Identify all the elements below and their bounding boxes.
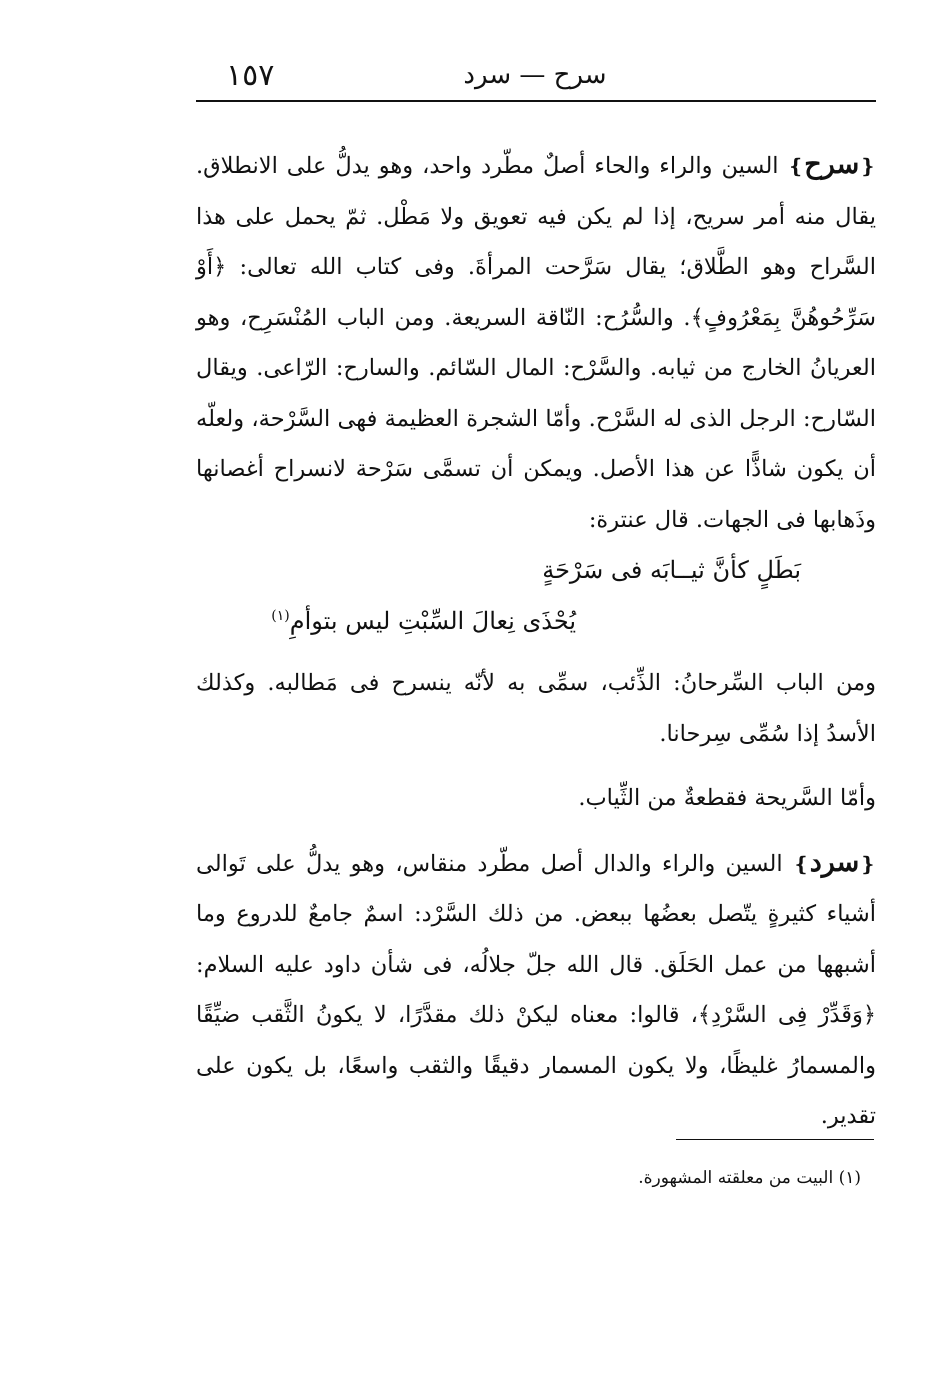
ornament-bracket-open: ❴	[859, 851, 876, 876]
verse-hemistich-first: بَطَلٍ كأنَّ ثيــابَه فى سَرْحَةٍ	[542, 556, 801, 584]
footnote-reference: (١)	[271, 608, 290, 624]
ornament-bracket-close: ❵	[787, 154, 805, 178]
paragraph-gap	[196, 824, 876, 838]
paragraph-gap	[196, 759, 876, 773]
page-number: ١٥٧	[226, 58, 275, 93]
entry-headword: سرح	[804, 149, 860, 180]
page-body	[196, 140, 876, 1142]
entry-headword: سرد	[809, 846, 860, 878]
entry-sarh-continuation: ومن الباب السِّرحانُ: الذِّئب، سمِّى به لأنّه ينسرح فى مَطالبه. وكذلك الأسدُ إذا سُمِّى سِرحانا.	[196, 670, 876, 747]
page-header	[196, 52, 874, 98]
entry-sarh-closing: وأمّا السَّريحة فقطعةٌ من الثِّياب.	[578, 785, 876, 811]
ornament-bracket-open: ❴	[859, 154, 876, 178]
header-rule	[196, 100, 876, 102]
verse-hemistich-second	[196, 593, 876, 644]
ornament-bracket-close: ❵	[792, 851, 810, 876]
entry-text: السين والراء والدال أصل مطّرد منقاس، وهو يدلُّ على تَوالى أشياء كثيرةٍ يتّصل بعضُها ببعض. من ذلك السَّرْد: اسمٌ جامعٌ للدروع وما أشبهها من عمل الحَلَق. قال الله جلّ جلالُه، فى شأن داود عليه السلام: ﴿وَقَدِّرْ فِى السَّرْدِ﴾، قالوا: معناه ليكنْ ذلك مقدَّرًا، لا يكونُ الثَّقب ضيِّقًا والمسمارُ غليظًا، ولا يكون المسمار دقيقًا والثقب واسعًا، بل يكون على تقدير.	[196, 850, 876, 1129]
footnote-rule	[676, 1139, 874, 1140]
entry-sard-paragraph	[196, 838, 876, 1142]
verse-hemistich-second-text: يُحْذَى نِعالَ السِّبْتِ ليس بتوأمِ	[289, 607, 576, 635]
entry-text: السين والراء والحاء أصلٌ مطّرد واحد، وهو يدلُّ على الانطلاق. يقال منه أمر سريح، إذا لم يكن فيه تعويق ولا مَطْل. ثمّ يحمل على هذا السَّراح وهو الطَّلاق؛ يقال سَرَّحت المرأةَ. وفى كتاب الله تعالى: ﴿أَوْ سَرِّحُوهُنَّ بِمَعْرُوفٍ﴾. والسُّرُح: النّاقة السريعة. ومن الباب المُنْسَرِح، وهو العريانُ الخارج من ثيابه. والسَّرْح: المال السّائم. والسارح: الرّاعى. ويقال السّارح: الرجل الذى له السَّرْح. وأمّا الشجرة العظيمة فهى السَّرْحة، ولعلّه أن يكون شاذًّا عن هذا الأصل. ويمكن أن تسمَّى سَرْحة لانسراح أغصانها وذَهابها فى الجهات. قال عنترة:	[196, 153, 876, 533]
entry-sarh-paragraph	[196, 140, 876, 545]
footnote: (١) البيت من معلقته المشهورة.	[638, 1168, 861, 1188]
running-title: سرح — سرد	[463, 60, 607, 90]
verse-block	[196, 547, 876, 644]
